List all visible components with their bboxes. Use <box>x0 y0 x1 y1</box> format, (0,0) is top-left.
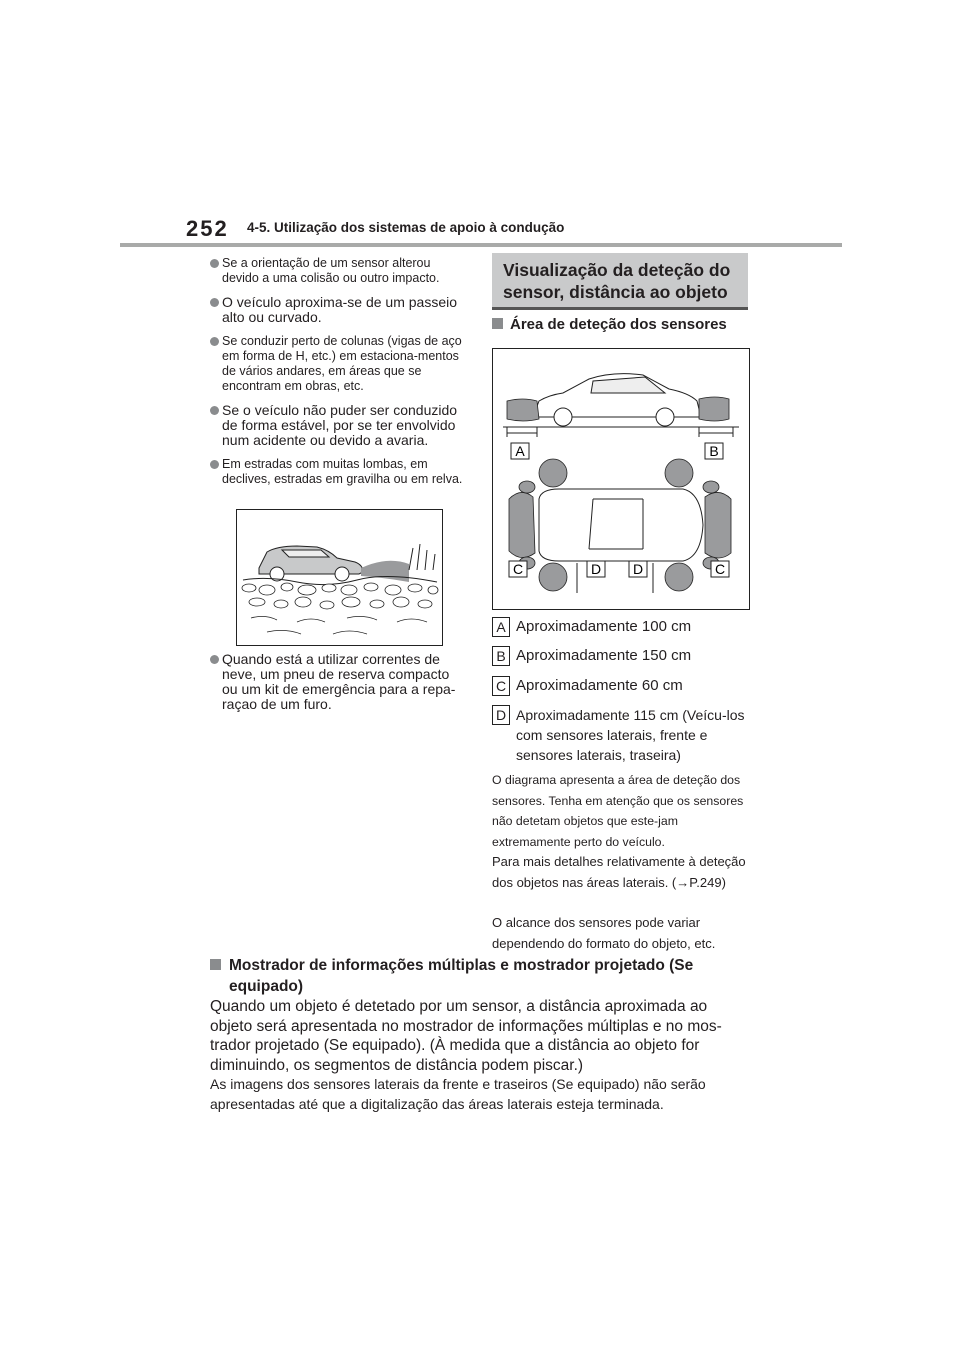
display-heading <box>210 955 750 997</box>
list-item <box>210 295 468 325</box>
diagram-label-a: A <box>515 443 525 459</box>
diagram-label-c-left: C <box>512 561 524 577</box>
list-item <box>210 256 468 286</box>
bullet-text: Se o veículo não puder ser conduzido de forma estável, por se ter envolvido num acidente ou devido a avaria. <box>222 402 458 448</box>
subheading-text: Área de deteção dos sensores <box>510 316 727 333</box>
sensor-diagram-svg <box>493 349 749 609</box>
car-on-gravel-image <box>237 510 442 645</box>
bullet-dot-icon <box>210 259 219 268</box>
legend-label: D <box>492 705 510 725</box>
bullet-text: Se a orientação de um sensor alterou devido a uma colisão ou outro impacto. <box>222 256 440 285</box>
display-heading-line2: equipado) <box>229 978 304 995</box>
subheading <box>492 316 727 333</box>
diagram-label-d-right: D <box>632 561 644 577</box>
side-sensor-paragraph: As imagens dos sensores laterais da frente e traseiros (Se equipado) não serão apresentadas até que a digitalização das áreas laterais esteja terminada. <box>210 1076 706 1112</box>
square-marker-icon <box>492 318 503 329</box>
section-heading: Visualização da deteção do sensor, distância ao objeto <box>503 260 731 302</box>
header-rule <box>120 243 842 247</box>
diagram-label-c-right: C <box>714 561 726 577</box>
legend-item-d <box>492 705 762 765</box>
bullet-dot-icon <box>210 298 219 307</box>
legend-item-b <box>492 646 762 666</box>
legend-item-a <box>492 617 762 637</box>
list-item <box>210 334 468 394</box>
diagram-note: O diagrama apresenta a área de deteção dos sensores. Tenha em atenção que os sensores não detetam objetos que este-jam extremamente perto do veículo. <box>492 773 744 849</box>
bullet-dot-icon <box>210 655 219 664</box>
side-detection-note: Para mais detalhes relativamente à deteção dos objetos nas áreas laterais. (→P.249) <box>492 854 746 890</box>
legend-text: Aproximadamente 100 cm <box>516 618 692 635</box>
bullet-text: Se conduzir perto de colunas (vigas de aço em forma de H, etc.) em estaciona-mentos de vários andares, em áreas que se encontram em obras, etc. <box>222 334 462 393</box>
square-marker-icon <box>210 959 221 970</box>
range-note: O alcance dos sensores pode variar dependendo do formato do objeto, etc. <box>492 915 716 951</box>
bullet-list-continued <box>210 652 468 721</box>
legend-label: A <box>492 617 510 637</box>
display-heading-line1: Mostrador de informações múltiplas e mostrador projetado (Se <box>229 957 694 974</box>
section-title: 4-5. Utilização dos sistemas de apoio à condução <box>247 220 565 235</box>
display-paragraph: Quando um objeto é detetado por um sensor, a distância aproximada ao objeto será apresentada no mostrador de informações múltiplas e no mos-trador projetado (Se equipado). (À medida que a distância ao objeto for diminuindo, os segmentos de distância podem piscar.) <box>210 998 722 1074</box>
diagram-label-b: B <box>709 443 719 459</box>
bullet-dot-icon <box>210 406 219 415</box>
bullet-dot-icon <box>210 337 219 346</box>
bullet-text: O veículo aproxima-se de um passeio alto ou curvado. <box>222 294 457 325</box>
legend-item-c <box>492 676 762 696</box>
rough-road-illustration <box>236 509 443 646</box>
bullet-text: Em estradas com muitas lombas, em declives, estradas em gravilha ou em relva. <box>222 457 463 486</box>
list-item <box>210 457 468 487</box>
legend-label: B <box>492 646 510 666</box>
legend-text: Aproximadamente 60 cm <box>516 677 683 694</box>
sensor-area-diagram <box>492 348 750 610</box>
legend-text: Aproximadamente 115 cm (Veícu-los com sensores laterais, frente e sensores laterais, traseira) <box>516 707 745 763</box>
list-item <box>210 652 468 712</box>
legend-text: Aproximadamente 150 cm <box>516 647 692 664</box>
bullet-list <box>210 256 468 496</box>
section-heading-box <box>492 253 748 310</box>
diagram-label-d-left: D <box>590 561 602 577</box>
page-number: 252 <box>186 216 229 241</box>
list-item <box>210 403 468 448</box>
bullet-text: Quando está a utilizar correntes de neve, um pneu de reserva compacto ou um kit de emergência para a repa-raçao de um furo. <box>222 651 456 712</box>
bullet-dot-icon <box>210 460 219 469</box>
legend-label: C <box>492 676 510 696</box>
